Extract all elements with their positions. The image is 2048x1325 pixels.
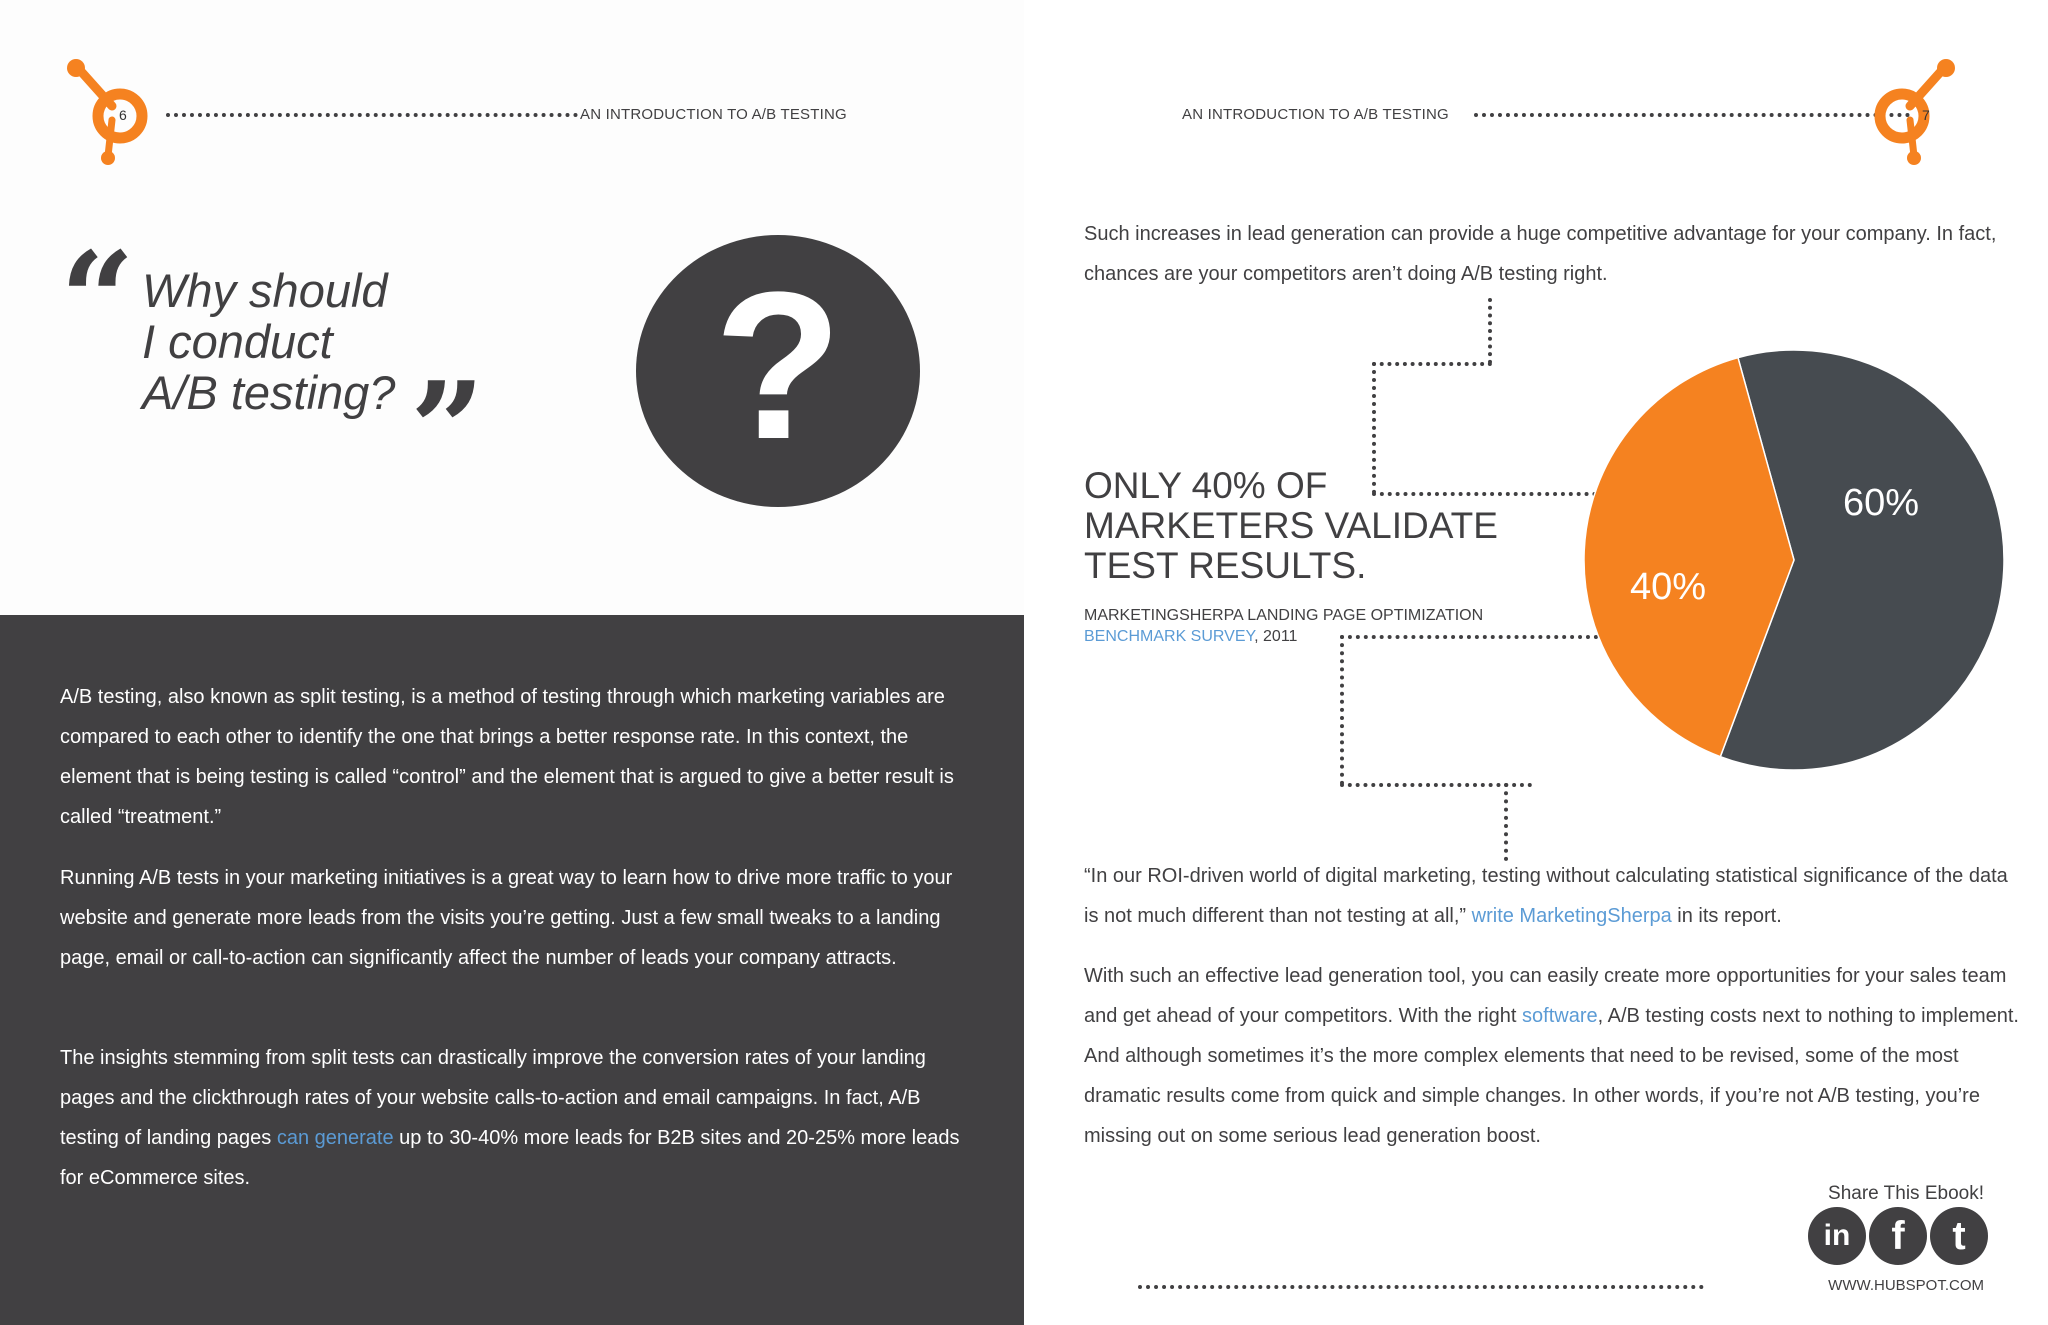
closing-paragraph (1084, 956, 2024, 1156)
header-dotted-rule (166, 113, 578, 117)
quote-paragraph (1084, 856, 2024, 936)
website-url[interactable]: WWW.HUBSPOT.COM (1828, 1277, 1984, 1294)
header-dotted-rule (1474, 113, 1910, 117)
marketingsherpa-link[interactable]: write MarketingSherpa (1471, 905, 1672, 927)
right-page (1024, 0, 2048, 1325)
connector-dotted-line (1504, 783, 1508, 861)
stat-headline-line: ONLY 40% OF (1084, 465, 1328, 506)
source-year: , 2011 (1254, 628, 1298, 645)
text-run: , A/B testing costs next to nothing to implement. And although sometimes it’s the more complex elements that need to be revised, some of the most dramatic results come from quick and simple changes. In other words, if you’re not A/B testing, you’re missing out on some serious lead generation boost. (1084, 1005, 2019, 1147)
text-run: in its report. (1671, 905, 1782, 927)
text-run: “In our ROI-driven world of digital marketing, testing without calculating statistical significance of the data is not much different than not testing at all,” (1084, 865, 2008, 927)
pie-label-40: 40% (1630, 566, 1707, 608)
twitter-icon[interactable]: t (1930, 1207, 1988, 1265)
body-paragraph (60, 1038, 970, 1198)
hubspot-sprocket-logo (60, 58, 160, 168)
hubspot-sprocket-logo (1862, 58, 1962, 168)
question-line: A/B testing? (142, 366, 396, 419)
connector-dotted-line (1372, 362, 1492, 366)
stat-headline-line: TEST RESULTS. (1084, 545, 1367, 586)
stat-source (1084, 605, 1544, 647)
benchmark-survey-link[interactable]: BENCHMARK SURVEY (1084, 628, 1255, 645)
facebook-icon[interactable]: f (1869, 1207, 1927, 1265)
text-run: up to 30-40% more leads for B2B sites and 20-25% more leads for eCommerce sites. (60, 1127, 960, 1189)
close-quote-mark: ” (410, 353, 485, 506)
page-number: 7 (1922, 107, 1930, 123)
intro-paragraph: Such increases in lead generation can provide a huge competitive advantage for your company. In fact, chances are your competitors aren’t doing A/B testing right. (1084, 223, 1997, 285)
software-link[interactable]: software (1522, 1005, 1598, 1027)
body-text-panel (0, 615, 1024, 1325)
stat-headline (1084, 466, 1504, 586)
text-run: With such an effective lead generation tool, you can easily create more opportunities for your sales team and get ahead of your competitors. With the right (1084, 965, 2007, 1027)
source-line: MARKETINGSHERPA LANDING PAGE OPTIMIZATION (1084, 607, 1484, 624)
pie-chart (1574, 340, 2014, 780)
body-paragraph: A/B testing, also known as split testing, is a method of testing through which marketing variables are compared to each other to identify the one that brings a better response rate. In this context, the element that is being testing is called “control” and the element that is argued to give a better result is called “treatment.” (60, 686, 954, 828)
pie-label-60: 60% (1843, 482, 1920, 524)
open-quote-mark: “ (60, 223, 135, 376)
share-title: Share This Ebook! (1828, 1183, 1984, 1204)
running-head: AN INTRODUCTION TO A/B TESTING (580, 106, 847, 123)
source-line (1084, 626, 1544, 647)
linkedin-icon[interactable]: in (1808, 1207, 1866, 1265)
connector-dotted-line (1488, 298, 1492, 364)
running-head: AN INTRODUCTION TO A/B TESTING (1182, 106, 1449, 123)
footer-dotted-rule (1138, 1285, 1704, 1289)
question-mark-glyph: ? (713, 248, 843, 483)
question-line: I conduct (142, 315, 333, 368)
body-paragraph: Running A/B tests in your marketing initiatives is a great way to learn how to drive more traffic to your website and generate more leads from the visits you’re getting. Just a few small tweaks to a landing page, email or call-to-action can significantly affect the number of leads your company attracts. (60, 867, 953, 969)
stat-headline-line: MARKETERS VALIDATE (1084, 505, 1498, 546)
question-mark-icon (636, 235, 920, 507)
question-line: Why should (142, 264, 388, 317)
can-generate-link[interactable]: can generate (276, 1127, 394, 1149)
text-run: The insights stemming from split tests can drastically improve the conversion rates of your landing pages and the clickthrough rates of your website calls-to-action and email campaigns. In fact, A/B testing of landing pages (60, 1047, 926, 1149)
connector-dotted-line (1340, 635, 1344, 785)
page-number: 6 (119, 107, 127, 123)
pie-chart-svg (1574, 340, 2014, 780)
